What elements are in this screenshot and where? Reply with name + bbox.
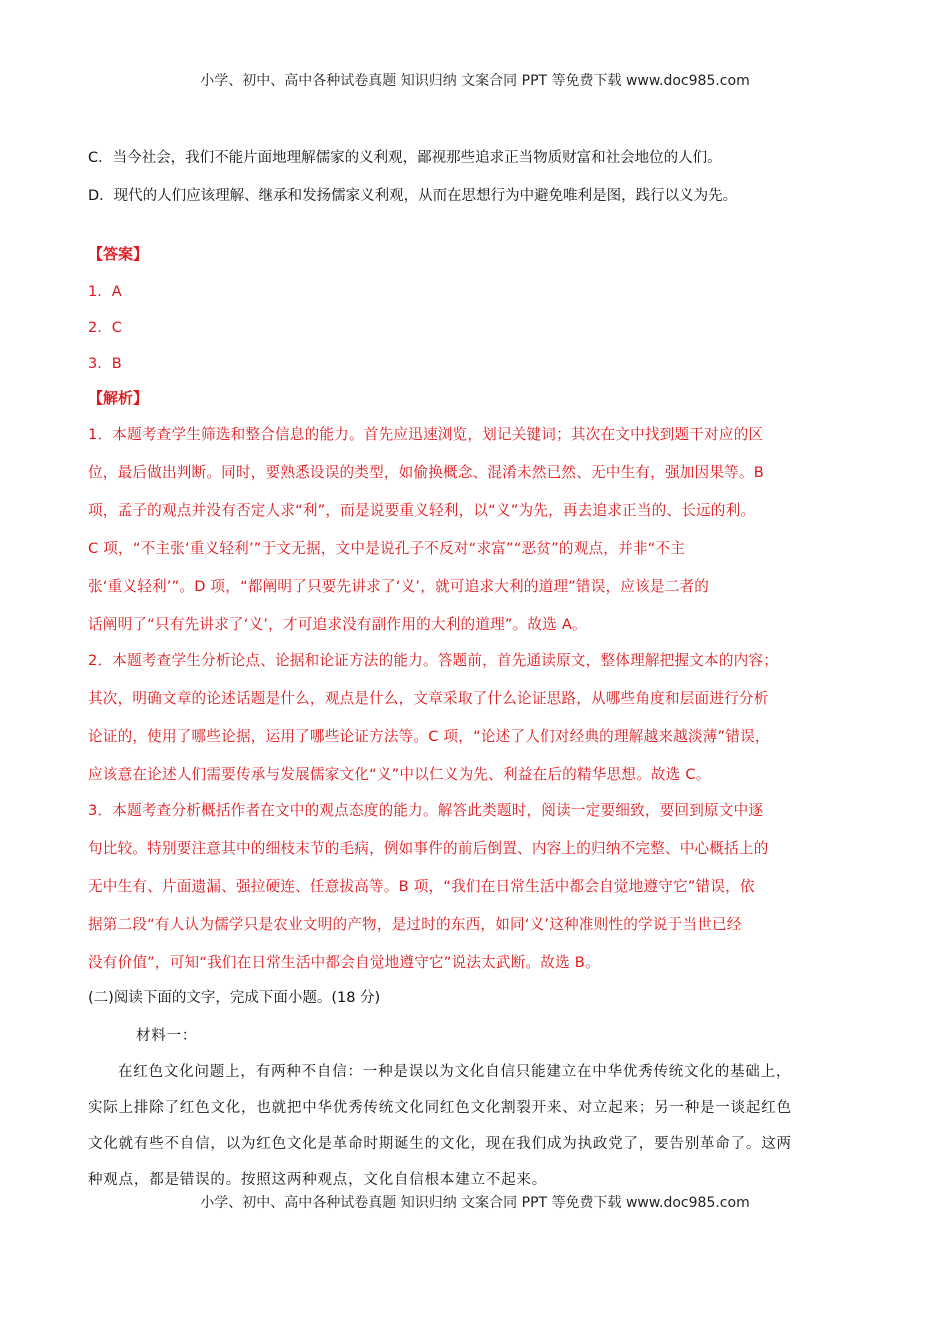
page-footer: 小学、初中、高中各种试卷真题 知识归纳 文案合同 PPT 等免费下载 www.doc985.com	[200, 1195, 750, 1211]
material-line: 在红色文化问题上，有两种不自信：一种是误以为文化自信只能建立在中华优秀传统文化的基础上，	[118, 1064, 792, 1080]
analysis-line: 张‘重义轻利’”。D 项，“都阐明了只要先讲求了‘义’，就可追求大利的道理”错误，应该是二者的	[88, 578, 710, 595]
answer-heading: 【答案】	[88, 245, 149, 263]
analysis-line: 论证的，使用了哪些论据，运用了哪些论证方法等。C 项，“论述了人们对经典的理解越来越淡薄”错误，	[88, 728, 770, 745]
analysis-line: 位，最后做出判断。同时，要熟悉设误的类型，如偷换概念、混淆未然已然、无中生有，强加因果等。B	[88, 464, 764, 481]
page-header: 小学、初中、高中各种试卷真题 知识归纳 文案合同 PPT 等免费下载 www.doc985.com	[200, 73, 750, 89]
analysis-heading: 【解析】	[88, 389, 149, 407]
analysis-line: 应该意在论述人们需要传承与发展儒家文化“义”中以仁义为先、利益在后的精华思想。故选 C。	[88, 766, 711, 783]
analysis-line: 没有价值”，可知“我们在日常生活中都会自觉地遵守它”说法太武断。故选 B。	[88, 954, 600, 971]
analysis-line: 话阐明了“只有先讲求了‘义’，才可追求没有副作用的大利的道理”。故选 A。	[88, 616, 587, 633]
analysis-line: 其次，明确文章的论述话题是什么，观点是什么，文章采取了什么论证思路，从哪些角度和层面进行分析	[88, 690, 769, 707]
option-c: C．当今社会，我们不能片面地理解儒家的义利观，鄙视那些追求正当物质财富和社会地位的人们。	[88, 150, 722, 166]
material-line: 种观点，都是错误的。按照这两种观点，文化自信根本建立不起来。	[88, 1172, 547, 1188]
analysis-line: 句比较。特别要注意其中的细枝末节的毛病，例如事件的前后倒置、内容上的归纳不完整、中心概括上的	[88, 840, 769, 857]
option-d: D．现代的人们应该理解、继承和发扬儒家义利观，从而在思想行为中避免唯利是图，践行以义为先。	[88, 188, 738, 204]
analysis-line: 项，孟子的观点并没有否定人求“利”，而是说要重义轻利，以“义”为先，再去追求正当的、长远的利。	[88, 502, 756, 519]
material-line: 实际上排除了红色文化，也就把中华优秀传统文化同红色文化割裂开来、对立起来；另一种是一谈起红色	[88, 1100, 792, 1116]
answer-2: 2．C	[88, 320, 122, 336]
analysis-line: C 项，“不主张‘重义轻利’”于文无据，文中是说孔子不反对“求富”“恶贫”的观点，并非“不主	[88, 540, 686, 557]
analysis-line: 1．本题考查学生筛选和整合信息的能力。首先应迅速浏览，划记关键词；其次在文中找到题干对应的区	[88, 426, 764, 443]
material-title: 材料一：	[136, 1028, 198, 1044]
analysis-line: 据第二段“有人认为儒学只是农业文明的产物，是过时的东西，如同‘义’这种准则性的学说于当世已经	[88, 916, 742, 933]
material-line: 文化就有些不自信，以为红色文化是革命时期诞生的文化，现在我们成为执政党了，要告别革命了。这两	[88, 1136, 792, 1152]
analysis-line: 2．本题考查学生分析论点、论据和论证方法的能力。答题前，首先通读原文，整体理解把握文本的内容；	[88, 652, 779, 669]
answer-3: 3．B	[88, 356, 122, 372]
answer-1: 1．A	[88, 284, 122, 300]
analysis-line: 3．本题考查分析概括作者在文中的观点态度的能力。解答此类题时，阅读一定要细致，要回到原文中逐	[88, 802, 764, 819]
analysis-line: 无中生有、片面遗漏、强拉硬连、任意拔高等。B 项，“我们在日常生活中都会自觉地遵守它”错误，依	[88, 878, 755, 895]
section-title: (二)阅读下面的文字，完成下面小题。(18 分)	[88, 990, 381, 1006]
